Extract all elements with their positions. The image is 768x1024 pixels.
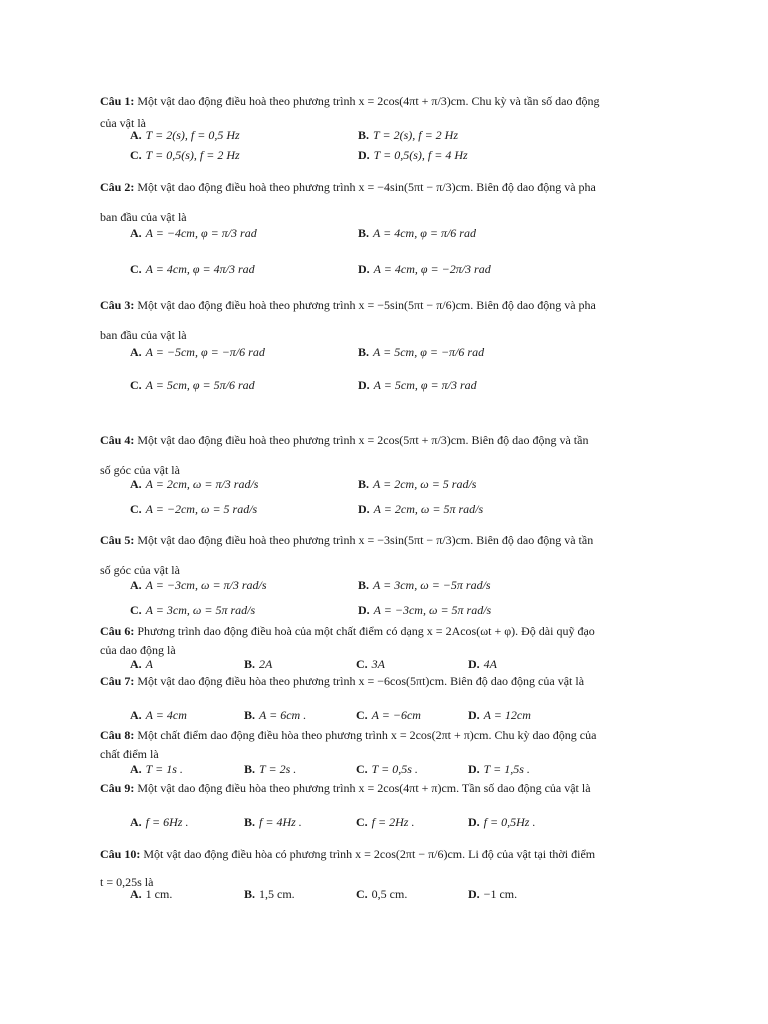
question-label: Câu 8: [100, 728, 135, 742]
option-a: A. T = 1s . [130, 762, 183, 776]
option-b: B. T = 2s . [244, 762, 297, 776]
option-a: A. A = 4cm [130, 708, 187, 722]
option-a: A. f = 6Hz . [130, 815, 189, 829]
option-c: C. A = 4cm, φ = 4π/3 rad [130, 262, 255, 276]
option-d: D. A = −3cm, ω = 5π rad/s [358, 603, 492, 617]
option-d: D. A = 4cm, φ = −2π/3 rad [358, 262, 491, 276]
option-c: C. f = 2Hz . [356, 815, 415, 829]
option-c: C. A = 5cm, φ = 5π/6 rad [130, 378, 255, 392]
question-label: Câu 4: [100, 433, 135, 447]
option-a: A. A = 2cm, ω = π/3 rad/s [130, 477, 259, 491]
option-d: D. T = 1,5s . [468, 762, 530, 776]
option-b: B. A = 5cm, φ = −π/6 rad [358, 345, 485, 359]
option-b: B. A = 4cm, φ = π/6 rad [358, 226, 476, 240]
question-4 [100, 425, 600, 485]
question-stem: Một vật dao động điều hoà theo phương trình x = 2cos(5πt + π/3)cm. Biên độ dao động và tần số góc của vật là [100, 433, 589, 477]
option-a: A. A [130, 657, 154, 671]
question-label: Câu 9: [100, 781, 135, 795]
question-9 [100, 779, 600, 798]
option-d: D. f = 0,5Hz . [468, 815, 536, 829]
question-2 [100, 172, 600, 232]
question-7 [100, 672, 600, 691]
option-a: A. A = −4cm, φ = π/3 rad [130, 226, 257, 240]
option-c: C. A = −2cm, ω = 5 rad/s [130, 502, 258, 516]
option-d: D. T = 0,5(s), f = 4 Hz [358, 148, 468, 162]
question-label: Câu 5: [100, 533, 135, 547]
option-c: C. A = 3cm, ω = 5π rad/s [130, 603, 256, 617]
question-label: Câu 10: [100, 847, 141, 861]
option-a: A. A = −5cm, φ = −π/6 rad [130, 345, 265, 359]
question-5 [100, 525, 600, 585]
question-stem: Một vật dao động điều hòa theo phương trình x = 2cos(4πt + π)cm. Tần số dao động của vật là [137, 781, 591, 795]
question-10 [100, 840, 600, 896]
option-a: A. 1 cm. [130, 887, 173, 901]
question-label: Câu 2: [100, 180, 135, 194]
option-c: C. T = 0,5s . [356, 762, 418, 776]
option-b: B. A = 2cm, ω = 5 rad/s [358, 477, 477, 491]
option-c: C. T = 0,5(s), f = 2 Hz [130, 148, 240, 162]
question-label: Câu 6: [100, 624, 135, 638]
question-stem: Một vật dao động điều hoà theo phương trình x = 2cos(4πt + π/3)cm. Chu kỳ và tần số dao động của vật là [100, 94, 600, 130]
option-b: B. A = 3cm, ω = −5π rad/s [358, 578, 491, 592]
option-d: D. A = 2cm, ω = 5π rad/s [358, 502, 484, 516]
question-stem: Một vật dao động điều hòa có phương trình x = 2cos(2πt − π/6)cm. Li độ của vật tại thời điểm t = 0,25s là [100, 847, 596, 889]
option-a: A. A = −3cm, ω = π/3 rad/s [130, 578, 267, 592]
option-c: C. 0,5 cm. [356, 887, 408, 901]
option-c: C. A = −6cm [356, 708, 421, 722]
question-3 [100, 290, 600, 350]
question-label: Câu 7: [100, 674, 135, 688]
question-stem: Một vật dao động điều hòa theo phương trình x = −6cos(5πt)cm. Biên độ dao động của vật là [137, 674, 585, 688]
question-stem: Một vật dao động điều hoà theo phương trình x = −3sin(5πt − π/3)cm. Biên độ dao động và tần số góc của vật là [100, 533, 594, 577]
option-b: B. A = 6cm . [244, 708, 307, 722]
question-stem: Một vật dao động điều hoà theo phương trình x = −4sin(5πt − π/3)cm. Biên độ dao động và pha ban đầu của vật là [100, 180, 596, 224]
option-b: B. 2A [244, 657, 273, 671]
question-stem: Phương trình dao động điều hoà của một chất điểm có dạng x = 2Acos(ωt + φ). Độ dài quỹ đạo của dao động là [100, 624, 595, 657]
option-b: B. 1,5 cm. [244, 887, 295, 901]
option-d: D. −1 cm. [468, 887, 518, 901]
option-d: D. A = 5cm, φ = π/3 rad [358, 378, 477, 392]
question-8 [100, 726, 600, 764]
option-d: D. 4A [468, 657, 498, 671]
option-a: A. T = 2(s), f = 0,5 Hz [130, 128, 240, 142]
option-d: D. A = 12cm [468, 708, 531, 722]
option-b: B. T = 2(s), f = 2 Hz [358, 128, 458, 142]
question-label: Câu 3: [100, 298, 135, 312]
option-c: C. 3A [356, 657, 386, 671]
question-6 [100, 622, 600, 660]
question-stem: Một chất điểm dao động điều hòa theo phương trình x = 2cos(2πt + π)cm. Chu kỳ dao động của chất điểm là [100, 728, 597, 761]
option-b: B. f = 4Hz . [244, 815, 302, 829]
question-stem: Một vật dao động điều hoà theo phương trình x = −5sin(5πt − π/6)cm. Biên độ dao động và pha ban đầu của vật là [100, 298, 596, 342]
question-label: Câu 1: [100, 94, 135, 108]
